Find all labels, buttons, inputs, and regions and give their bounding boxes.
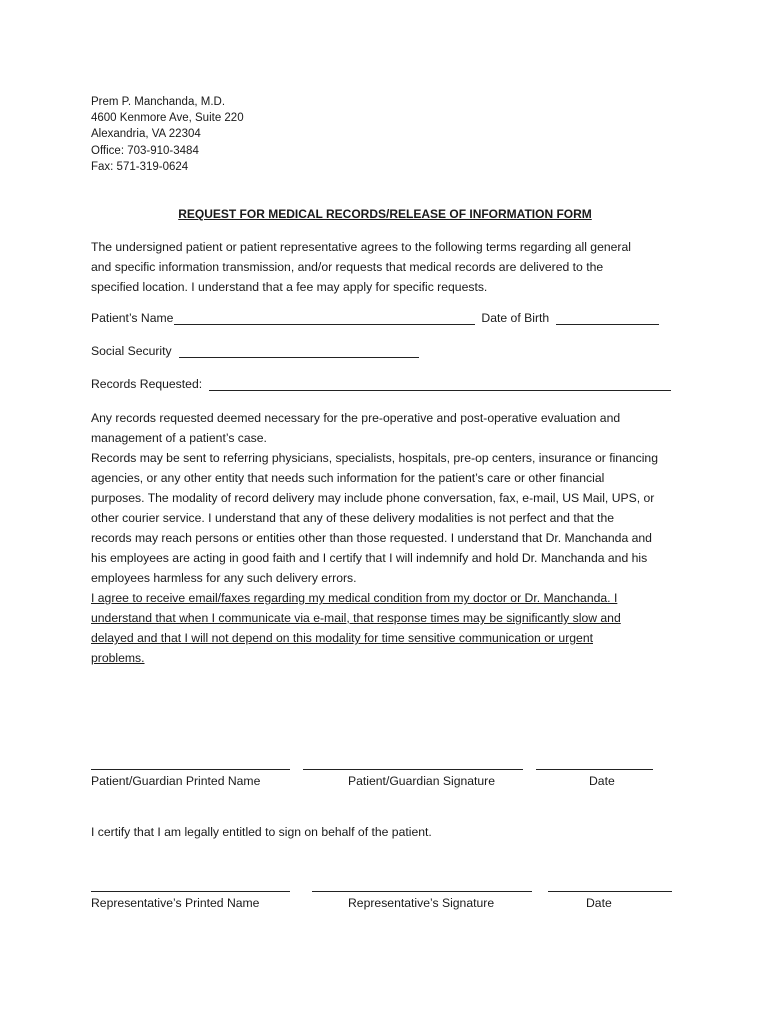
- fax-number: Fax: 571-319-0624: [91, 160, 189, 173]
- patient-signature-field[interactable]: [303, 769, 523, 770]
- representative-printed-name-field[interactable]: [91, 891, 290, 892]
- representative-signature-label: Representative’s Signature: [348, 896, 495, 910]
- representative-date-label: Date: [586, 896, 612, 910]
- social-security-row: [91, 344, 419, 358]
- records-requested-field[interactable]: [209, 377, 671, 391]
- representative-printed-name-label: Representative’s Printed Name: [91, 896, 260, 910]
- intro-line: specified location. I understand that a fee may apply for specific requests.: [91, 280, 488, 294]
- terms-line: employees harmless for any such delivery errors.: [91, 571, 357, 585]
- terms-line: management of a patient’s case.: [91, 431, 267, 445]
- records-requested-row: [91, 377, 671, 391]
- patient-printed-name-field[interactable]: [91, 769, 290, 770]
- representative-signature-field[interactable]: [312, 891, 532, 892]
- terms-line: Records may be sent to referring physicians, specialists, hospitals, pre-op centers, insurance or financing: [91, 451, 658, 465]
- intro-line: The undersigned patient or patient representative agrees to the following terms regarding all general: [91, 240, 631, 254]
- terms-line: purposes. The modality of record delivery may include phone conversation, fax, e-mail, US Mail, UPS, or: [91, 491, 655, 505]
- date-of-birth-label: Date of Birth: [481, 311, 550, 325]
- date-of-birth-field[interactable]: [556, 311, 659, 325]
- form-title: REQUEST FOR MEDICAL RECORDS/RELEASE OF INFORMATION FORM: [178, 207, 592, 221]
- intro-paragraph: [91, 237, 691, 297]
- physician-name: Prem P. Manchanda, M.D.: [91, 96, 226, 108]
- physician-address-block: [91, 94, 244, 175]
- consent-line: problems.: [91, 651, 145, 665]
- patient-date-field[interactable]: [536, 769, 653, 770]
- representative-date-field[interactable]: [548, 891, 672, 892]
- terms-line: his employees are acting in good faith and I certify that I will indemnify and hold Dr. Manchanda and his: [91, 551, 648, 565]
- intro-line: and specific information transmission, and/or requests that medical records are delivered to the: [91, 260, 604, 274]
- terms-line: Any records requested deemed necessary for the pre-operative and post-operative evaluation and: [91, 411, 621, 425]
- social-security-field[interactable]: [179, 344, 419, 358]
- certification-statement: I certify that I am legally entitled to sign on behalf of the patient.: [91, 825, 432, 839]
- social-security-label: Social Security: [91, 344, 172, 358]
- consent-line: delayed and that I will not depend on this modality for time sensitive communication or urgent: [91, 631, 593, 645]
- terms-line: records may reach persons or entities other than those requested. I understand that Dr. Manchanda and: [91, 531, 652, 545]
- terms-paragraph: [91, 408, 691, 668]
- records-requested-label: Records Requested:: [91, 377, 203, 391]
- patient-date-label: Date: [589, 774, 615, 788]
- consent-line: understand that when I communicate via e-mail, that response times may be significantly slow and: [91, 611, 621, 625]
- terms-line: agencies, or any other entity that needs such information for the patient’s care or other financial: [91, 471, 605, 485]
- patient-name-label: Patient’s Name: [91, 311, 174, 325]
- terms-line: other courier service. I understand that any of these delivery modalities is not perfect and that the: [91, 511, 614, 525]
- patient-signature-label: Patient/Guardian Signature: [348, 774, 496, 788]
- patient-name-row: [91, 311, 659, 325]
- patient-printed-name-label: Patient/Guardian Printed Name: [91, 774, 261, 788]
- office-phone: Office: 703-910-3484: [91, 144, 199, 157]
- patient-name-field[interactable]: [174, 311, 475, 325]
- city-state-zip: Alexandria, VA 22304: [91, 128, 201, 141]
- street-address: 4600 Kenmore Ave, Suite 220: [91, 112, 244, 125]
- consent-line: I agree to receive email/faxes regarding my medical condition from my doctor or Dr. Manchanda. I: [91, 591, 618, 605]
